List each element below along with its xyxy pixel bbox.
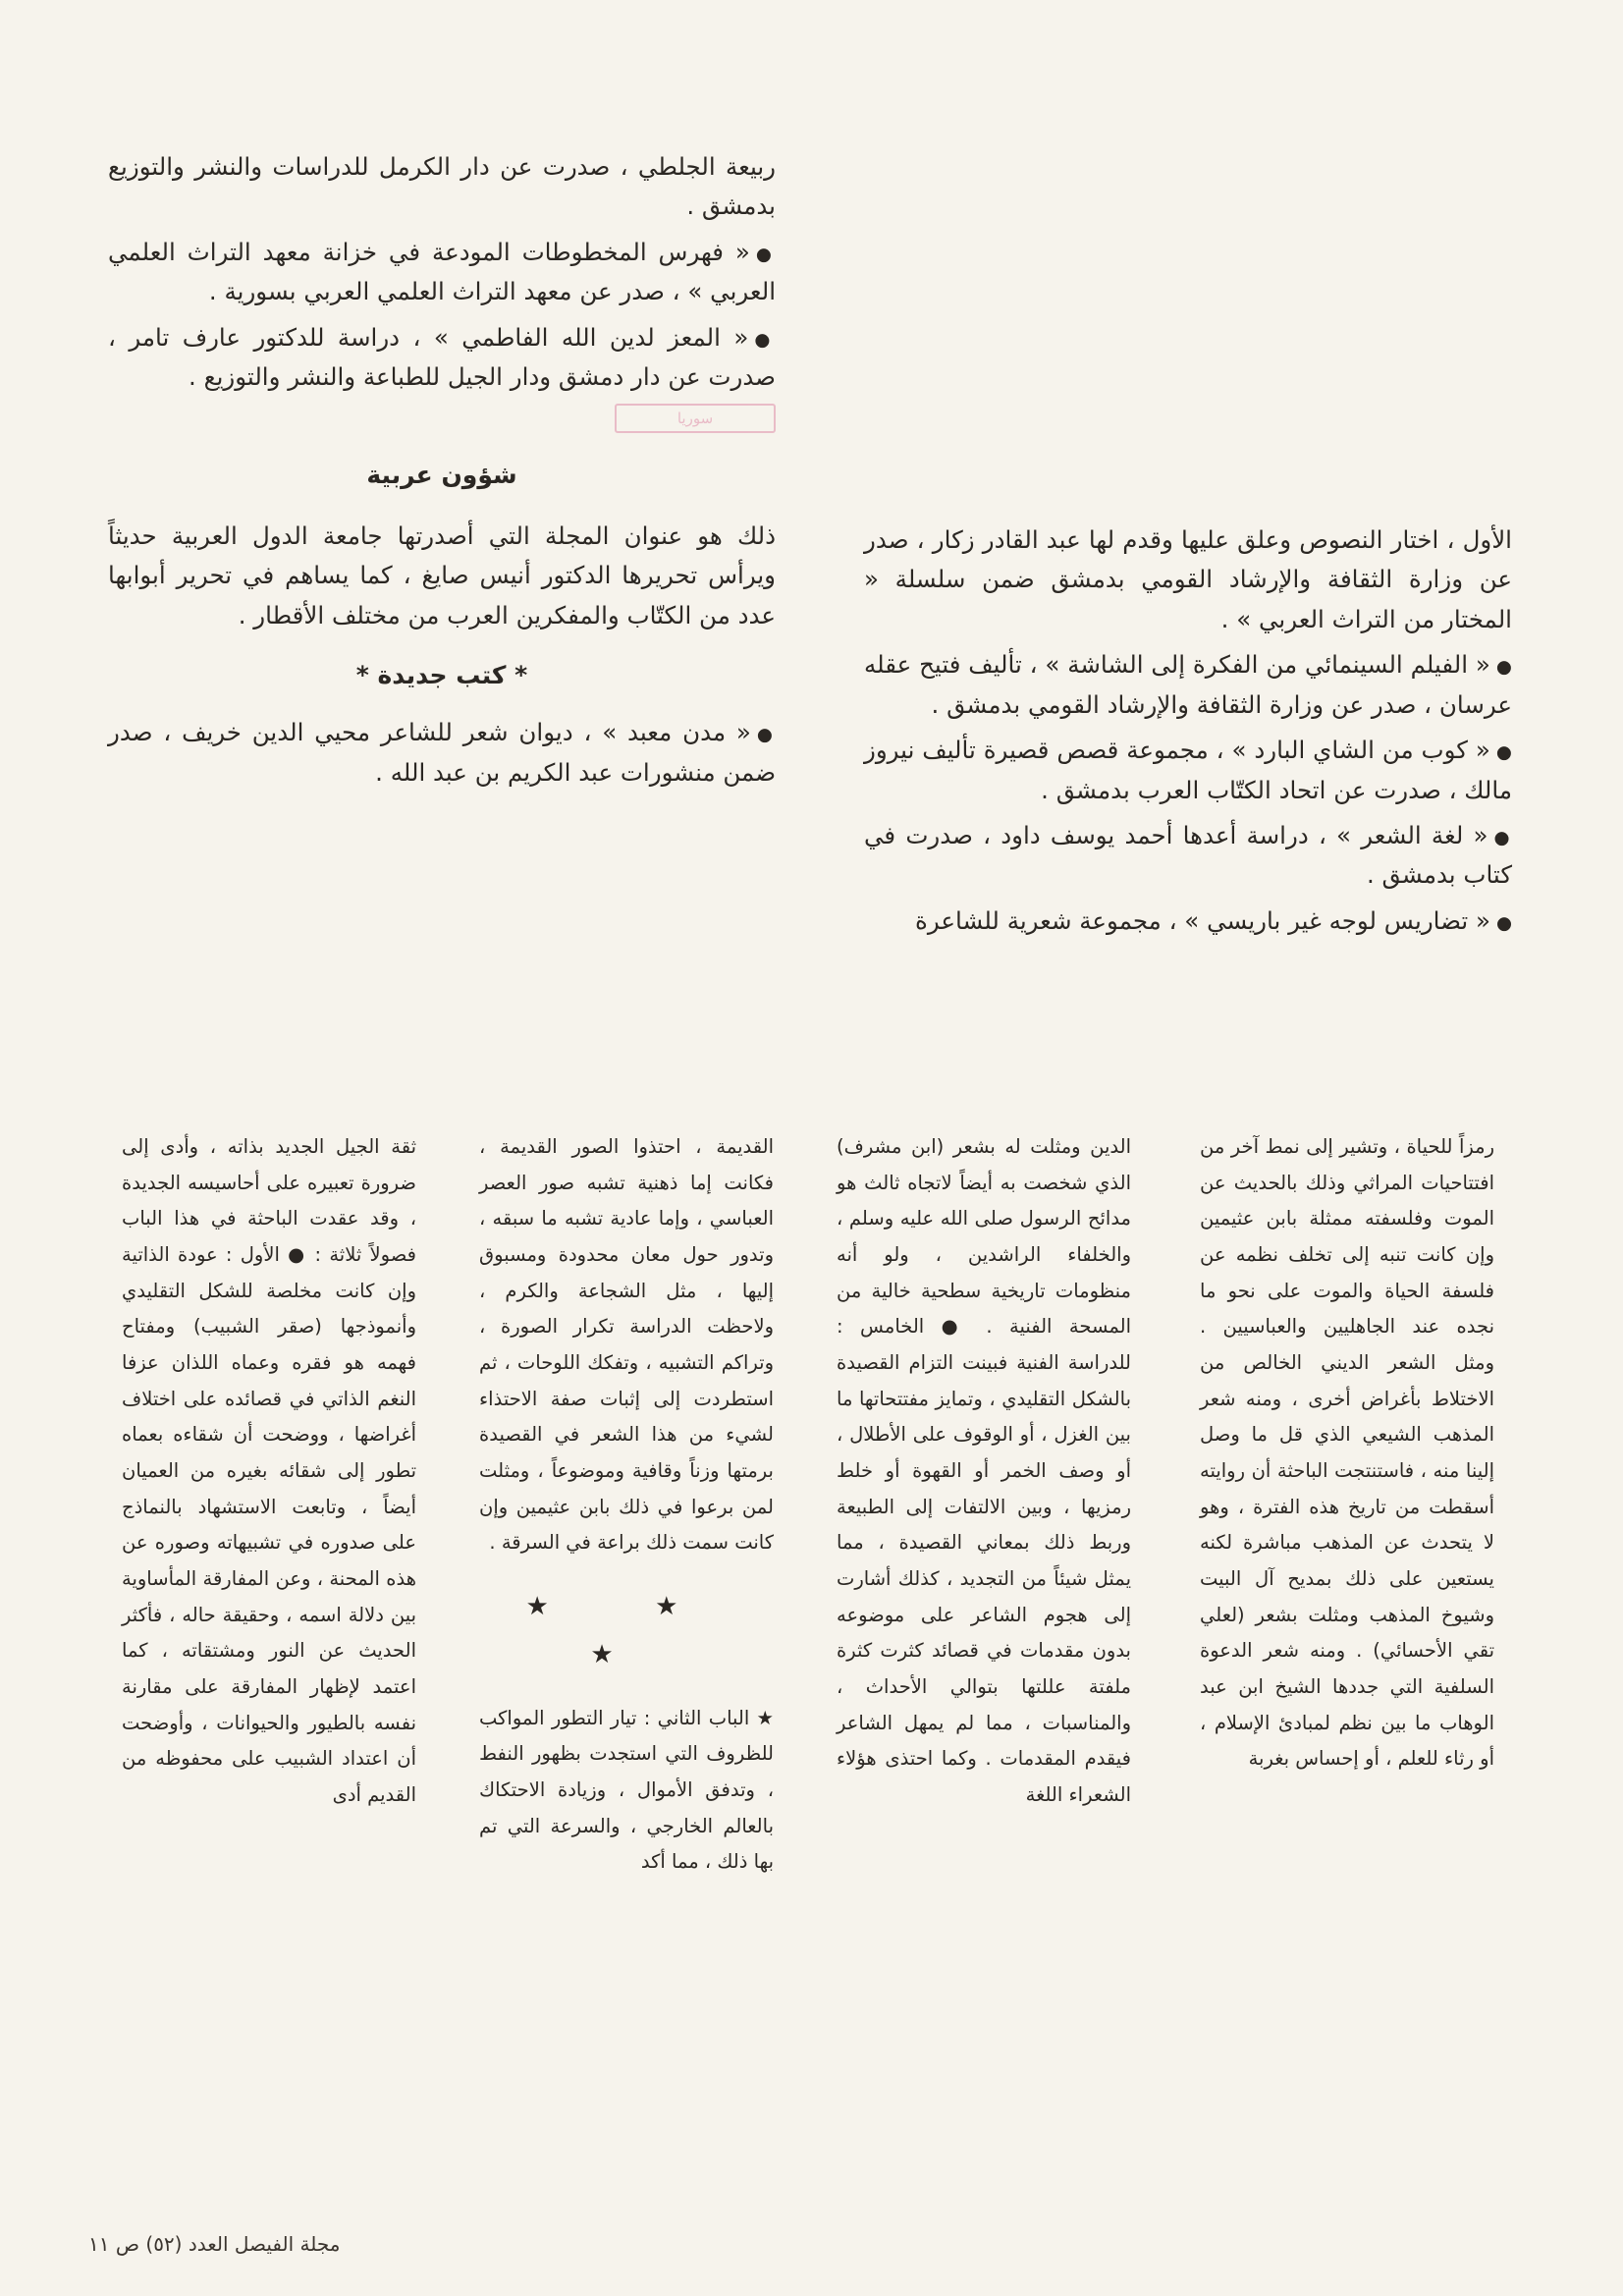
paragraph-terrains: ●« تضاريس لوجه غير باريسي » ، مجموعة شعرية للشاعرة xyxy=(915,905,1512,935)
column-3-second-chapter: ★ الباب الثاني : تيار التطور المواكب للظروف التي استجدت بظهور النفط ، وتدفق الأموال ، وزيادة الاحتكاك بالعالم الخارجي ، والسرعة التي تم بها ذلك ، مما أكد xyxy=(479,1706,774,1874)
bottom-column-3 xyxy=(479,1129,774,1886)
syria-stamp: سوريا xyxy=(615,404,776,433)
column-4-text: ثقة الجيل الجديد بذاته ، وأدى إلى ضرورة تعبيره على أحاسيسه الجديدة ، وقد عقدت الباحثة في هذا الباب فصولاً ثلاثة : ● الأول : عودة الذاتية وإن كانت مخلصة للشكل التقليدي وأنموذجها (صقر الشبيب) ومفتاح فهمه هو فقره وعماه اللذان عزفا النغم الذاتي في قصائده على اختلاف أغراضها ، ووضحت أن شقاءه بعماه تطور إلى شقائه بغيره من العميان أيضاً ، وتابعت الاستشهاد بالنماذج على صدوره في تشبيهاته وصوره عن هذه المحنة ، وعن المفارقة المأساوية بين دلالة اسمه ، وحقيقة حاله ، فأكثر الحديث عن النور ومشتقاته ، كما اعتمد لإظهار المفارقة على مقارنة نفسه بالطيور والحيوانات ، وأوضحت أن اعتداد الشبيب على محفوظه من القديم أدى xyxy=(122,1135,416,1806)
paragraph-poetry-language: ●« لغة الشعر » ، دراسة أعدها أحمد يوسف داود ، صدرت في كتاب بدمشق . xyxy=(864,820,1512,890)
section-title: شؤون عربية xyxy=(366,460,517,489)
bullet-icon: ● xyxy=(756,725,776,746)
column-3-text: القديمة ، احتذوا الصور القديمة ، فكانت إما ذهنية تشبه صور العصر العباسي ، وإما عادية تشبه ما سبقه ، وتدور حول معان محدودة ومسبوق إليها ، مثل الشجاعة والكرم ، ولاحظت الدراسة تكرار الصورة ، وتراكم التشبيه ، وتفكك اللوحات ، ثم استطردت إلى إثبات صفة الاحتذاء لشيء من هذا الشعر في القصيدة برمتها وزناً وقافية وموضوعاً ، ومثلت لمن برعوا في ذلك بابن عثيمين وإن كانت سمت ذلك براعة في السرقة . xyxy=(479,1135,774,1555)
paragraph-muizz: ●« المعز لدين الله الفاطمي » ، دراسة للدكتور عارف تامر ، صدرت عن دار دمشق ودار الجيل للطباعة والنشر والتوزيع . xyxy=(108,322,776,392)
bottom-column-4 xyxy=(122,1129,416,1819)
page-footer: مجلة الفيصل العدد (٥٢) ص ١١ xyxy=(88,2232,341,2256)
top-left-column xyxy=(108,147,776,798)
bullet-icon: ● xyxy=(755,244,776,265)
bullet-icon: ● xyxy=(1495,912,1512,934)
bullet-icon: ● xyxy=(1495,742,1512,764)
top-right-column xyxy=(864,520,1512,947)
bullet-icon: ● xyxy=(754,329,776,351)
bullet-icon: ● xyxy=(1493,827,1512,848)
paragraph-mudun-maabad: ●« مدن معبد » ، ديوان شعر للشاعر محيي الدين خريف ، صدر ضمن منشورات عبد الكريم بن عبد الله . xyxy=(108,718,776,787)
section-divider-stars: ★ ★ ★ xyxy=(525,1591,728,1669)
column-2-text: الدين ومثلت له بشعر (ابن مشرف) الذي شخصت به أيضاً لاتجاه ثالث هو مدائح الرسول صلى الله عليه وسلم ، والخلفاء الراشدين ، ولو أنه منظومات تاريخية سطحية خالية من المسحة الفنية . ● الخامس : للدراسة الفنية فبينت التزام القصيدة بالشكل التقليدي ، وتمايز مفتتحاتها ما بين الغزل ، أو الوقوف على الأطلال ، أو وصف الخمر أو القهوة أو خلط رمزيها ، وبين الالتفات إلى الطبيعة وربط ذلك بمعاني القصيدة ، مما يمثل شيئاً من التجديد ، كذلك أشارت إلى هجوم الشاعر على موضوعه بدون مقدمات في قصائد كثرت كثرة ملفتة عللتها بتوالي الأحداث ، والمناسبات ، مما لم يمهل الشاعر فيقدم المقدمات . وكما احتذى هؤلاء الشعراء اللغة xyxy=(837,1135,1131,1806)
paragraph-cold-tea: ●« كوب من الشاي البارد » ، مجموعة قصص قصيرة تأليف نيروز مالك ، صدرت عن اتحاد الكتّاب العرب بدمشق . xyxy=(864,736,1512,804)
column-1-text: رمزاً للحياة ، وتشير إلى نمط آخر من افتتاحيات المراثي وذلك بالحديث عن الموت وفلسفته ممثلة بابن عثيمين وإن كانت تنبه إلى تخلف نظمه عن فلسفة الحياة والموت على نحو ما نجده عند الجاهليين والعباسيين . ومثل الشعر الديني الخالص من الاختلاط بأغراض أخرى ، ومنه شعر المذهب الشيعي الذي قل ما وصل إلينا منه ، فاستنتجت الباحثة أن روايته أسقطت من تاريخ هذه الفترة ، وهو لا يتحدث عن المذهب مباشرة لكنه يستعين على ذلك بمديح آل البيت وشيوخ المذهب ومثلت بشعر (لعلي تقي الأحسائي) . ومنه شعر الدعوة السلفية التي جددها الشيخ ابن عبد الوهاب ما بين نظم لمبادئ الإسلام ، أو رثاء للعلم ، أو إحساس بغربة xyxy=(1200,1135,1494,1771)
bullet-icon: ● xyxy=(1495,657,1512,679)
bottom-column-1 xyxy=(1200,1129,1494,1783)
paragraph-zakkar: الأول ، اختار النصوص وعلق عليها وقدم لها عبد القادر زكار ، صدر عن وزارة الثقافة والإرشاد القومي بدمشق ضمن سلسلة « المختار من التراث العربي » . xyxy=(864,525,1512,633)
paragraph-manuscripts-index: ●« فهرس المخطوطات المودعة في خزانة معهد التراث العلمي العربي » ، صدر عن معهد التراث العلمي العربي بسورية . xyxy=(108,237,776,306)
bottom-column-2 xyxy=(837,1129,1131,1819)
paragraph-jalti: ربيعة الجلطي ، صدرت عن دار الكرمل للدراسات والنشر والتوزيع بدمشق . xyxy=(108,152,776,221)
section-body: ذلك هو عنوان المجلة التي أصدرتها جامعة الدول العربية حديثاً ويرأس تحريرها الدكتور أنيس صايغ ، كما يساهم في تحرير أبوابها عدد من الكتّاب والمفكرين العرب من مختلف الأقطار . xyxy=(108,520,776,629)
paragraph-cinema: ●« الفيلم السينمائي من الفكرة إلى الشاشة » ، تأليف فتيح عقله عرسان ، صدر عن وزارة الثقافة والإرشاد القومي بدمشق . xyxy=(864,650,1512,719)
new-books-heading: * كتب جديدة * xyxy=(355,661,528,690)
